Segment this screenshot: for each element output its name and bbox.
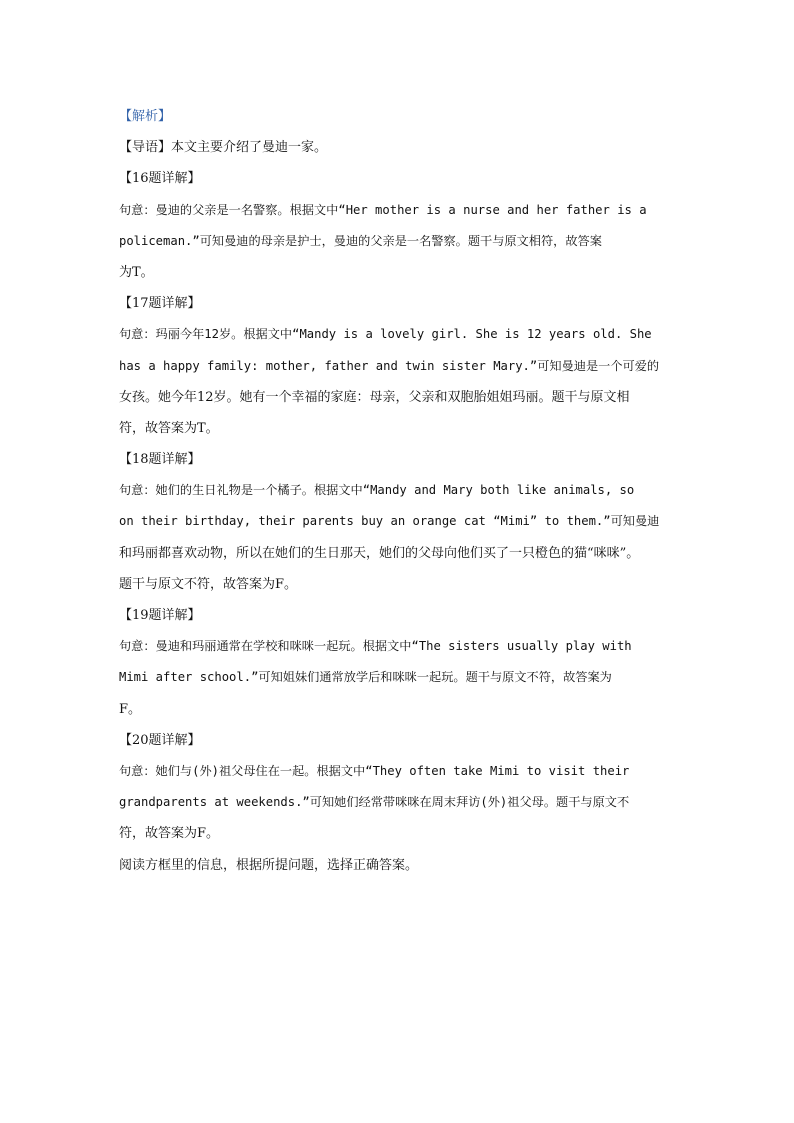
q18-line-4: 题干与原文不符，故答案为F。 [119,576,298,592]
q19-line-3: F。 [119,701,142,717]
q19-heading: 【19题详解】 [119,608,201,623]
answer-explanation [119,101,684,881]
q17-line-4: 符，故答案为T。 [119,420,219,436]
q16-line-1: 句意：曼迪的父亲是一名警察。根据文中“Her mother is a nurse and her father is a [119,202,647,217]
q17-line-3: 女孩。她今年12岁。她有一个幸福的家庭：母亲，父亲和双胞胎姐姐玛丽。题干与原文相 [119,389,630,405]
closing-instruction: 阅读方框里的信息，根据所提问题，选择正确答案。 [119,857,419,873]
q18-line-1: 句意：她们的生日礼物是一个橘子。根据文中“Mandy and Mary both like animals, so [119,483,635,498]
q19-line-1: 句意：曼迪和玛丽通常在学校和咪咪一起玩。根据文中“The sisters usually play with [119,639,632,654]
q18-heading: 【18题详解】 [119,452,201,468]
q20-heading: 【20题详解】 [119,732,201,748]
intro-line: 【导语】本文主要介绍了曼迪一家。 [119,140,328,156]
q18-line-2: on their birthday, their parents buy an orange cat “Mimi” to them.”可知曼迪 [119,514,660,529]
q20-line-3: 符，故答案为F。 [119,826,220,842]
q16-heading: 【16题详解】 [119,171,201,187]
q16-line-3: 为T。 [119,264,154,280]
q16-line-2: policeman.”可知曼迪的母亲是护士，曼迪的父亲是一名警察。题干与原文相符，故答案 [119,233,602,248]
q17-line-2: has a happy family: mother, father and twin sister Mary.”可知曼迪是一个可爱的 [119,358,660,373]
q18-line-3: 和玛丽都喜欢动物，所以在她们的生日那天，她们的父母向他们买了一只橙色的猫“咪咪”。 [119,545,640,561]
q20-line-1: 句意：她们与(外)祖父母住在一起。根据文中“They often take Mimi to visit their [119,763,630,778]
analysis-label: 【解析】 [119,109,172,124]
q17-line-1: 句意：玛丽今年12岁。根据文中“Mandy is a lovely girl. She is 12 years old. She [119,327,652,342]
q20-line-2: grandparents at weekends.”可知她们经常带咪咪在周末拜访(外)祖父母。题干与原文不 [119,795,630,810]
q19-line-2: Mimi after school.”可知姐妹们通常放学后和咪咪一起玩。题干与原文不符，故答案为 [119,670,612,685]
q17-heading: 【17题详解】 [119,296,201,312]
